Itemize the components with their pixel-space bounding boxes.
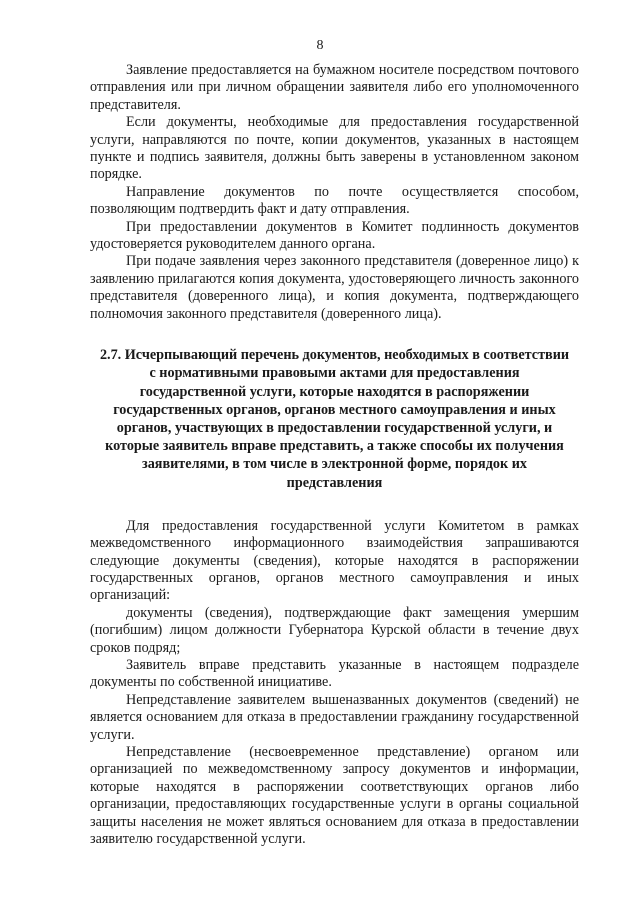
paragraph: Направление документов по почте осуществляется способом, позволяющим подтвердить факт и дату отправления.	[90, 183, 579, 218]
paragraph: Если документы, необходимые для предоставления государственной услуги, направляются по почте, копии документов, указанных в настоящем пункте и подпись заявителя, должны быть заверены в установленном законом порядке.	[90, 114, 579, 183]
page-number: 8	[316, 38, 324, 53]
paragraph: Заявление предоставляется на бумажном носителе посредством почтового отправления или при личном обращении заявителя либо его уполномоченного представителя.	[90, 62, 579, 113]
paragraph: Непредставление (несвоевременное представление) органом или организацией по межведомственному запросу документов и информации, которые находятся в распоряжении соответствующих органов либо организации, предоставляющих государственные услуги в органы социальной защиты населения не может являться основанием для отказа в предоставлении заявителю государственной услуги.	[90, 744, 579, 848]
paragraph: Непредставление заявителем вышеназванных документов (сведений) не является основанием для отказа в предоставлении гражданину государственной услуги.	[90, 691, 579, 743]
section-heading: 2.7. Исчерпывающий перечень документов, необходимых в соответствии с нормативными правовыми актами для предоставления государственной услуги, которые находятся в распоряжении государственных органов, органов местного самоуправления и иных органов, участвующих в предоставлении государственной услуги, и которые заявитель вправе представить, а также способы их получения заявителями, в том числе в электронной форме, порядок их представления	[99, 347, 570, 491]
paragraph: Для предоставления государственной услуги Комитетом в рамках межведомственного информационного взаимодействия запрашиваются следующие документы (сведения), которые находятся в распоряжении государственных органов, органов местного самоуправления и иных организаций:	[90, 517, 579, 604]
list-item: документы (сведения), подтверждающие факт замещения умершим (погибшим) лицом должности Губернатора Курской области в течение двух сроков подряд;	[90, 604, 579, 656]
document-body	[90, 62, 579, 848]
paragraph: Заявитель вправе представить указанные в настоящем подразделе документы по собственной инициативе.	[90, 656, 579, 691]
paragraph: При предоставлении документов в Комитет подлинность документов удостоверяется руководителем данного органа.	[90, 218, 579, 253]
paragraph: При подаче заявления через законного представителя (доверенное лицо) к заявлению прилагаются копия документа, удостоверяющего личность законного представителя (доверенного лица), и копия документа, подтверждающего полномочия законного представителя (доверенного лица).	[90, 253, 579, 322]
